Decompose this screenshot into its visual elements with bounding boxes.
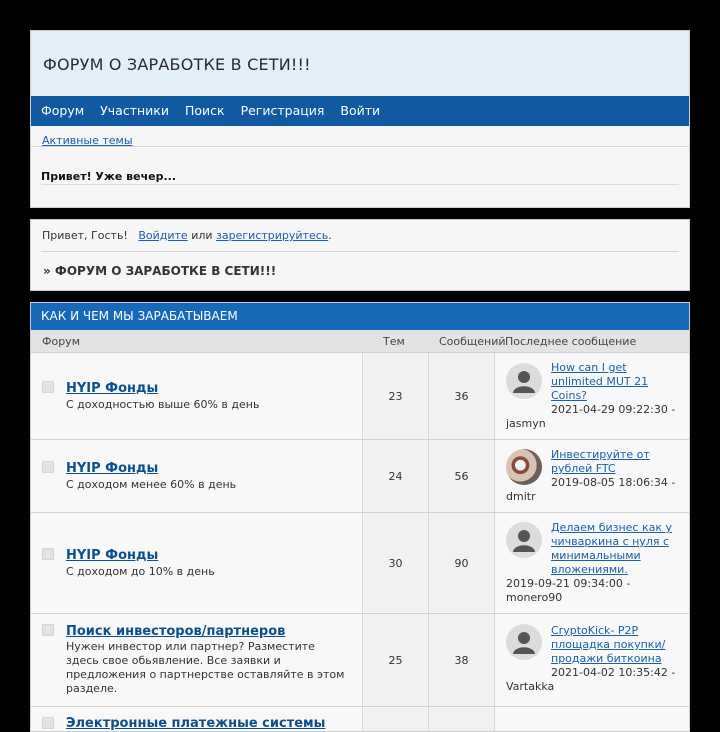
category-title[interactable]: КАК И ЧЕМ МЫ ЗАРАБАТЫВАЕМ (31, 303, 689, 330)
nav-forum[interactable]: Форум (41, 103, 85, 118)
last-post-link[interactable]: CryptoKick- P2P площадка покупки/продажи биткоина (551, 624, 666, 665)
forum-status-icon (42, 548, 54, 560)
topic-count: 25 (388, 654, 403, 667)
last-post-meta (506, 476, 686, 504)
forum-table (30, 302, 690, 732)
topics-cell (362, 513, 428, 613)
table-row (31, 353, 689, 440)
last-post-user[interactable]: Vartakka (506, 680, 555, 693)
posts-cell (428, 440, 494, 512)
register-link[interactable]: зарегистрируйтесь (216, 229, 329, 242)
posts-cell (428, 513, 494, 613)
table-row (31, 513, 689, 614)
default-avatar-icon (506, 363, 542, 399)
post-count: 90 (454, 557, 469, 570)
forum-cell (31, 614, 362, 706)
table-row (31, 440, 689, 513)
nav-register[interactable]: Регистрация (240, 103, 325, 118)
divider (41, 184, 679, 185)
breadcrumb[interactable]: » ФОРУМ О ЗАРАБОТКЕ В СЕТИ!!! (43, 264, 277, 278)
posts-cell (428, 353, 494, 439)
col-forum: Форум (42, 335, 80, 348)
last-post-date: 2021-04-29 09:22:30 - (551, 403, 676, 416)
header-block (30, 30, 690, 208)
last-post-link[interactable]: How can I get unlimited MUT 21 Coins? (551, 361, 649, 402)
active-topics-link[interactable]: Активные темы (42, 134, 133, 147)
last-post-cell (494, 440, 689, 512)
divider (41, 251, 679, 252)
post-count: 56 (454, 470, 469, 483)
forum-link[interactable]: HYIP Фонды (66, 548, 159, 563)
last-post-link[interactable]: Инвестируйте от рублей FTC (551, 448, 650, 475)
forum-cell (31, 440, 362, 512)
subnav (31, 126, 689, 147)
topics-cell (362, 614, 428, 706)
welcome-block (30, 219, 690, 291)
default-avatar-icon (506, 624, 542, 660)
nav-search[interactable]: Поиск (184, 103, 225, 118)
topics-cell (362, 353, 428, 439)
main-nav (31, 96, 689, 126)
forum-status-icon (42, 717, 54, 729)
topics-cell (362, 440, 428, 512)
post-count: 38 (454, 654, 469, 667)
last-post-link[interactable]: Делаем бизнес как у чичваркина с нуля с минимальными вложениями. (551, 521, 673, 576)
col-posts: Сообщений (439, 335, 506, 348)
last-post-cell (494, 614, 689, 706)
forum-link[interactable]: Поиск инвесторов/партнеров (66, 624, 286, 639)
last-post-user[interactable]: jasmyn (506, 417, 546, 430)
post-count: 36 (454, 390, 469, 403)
login-link[interactable]: Войдите (138, 229, 188, 242)
last-post-meta (506, 403, 686, 431)
column-headers (31, 330, 689, 353)
forum-description: С доходом менее 60% в день (66, 478, 237, 491)
site-header (31, 31, 689, 96)
welcome-prefix: Привет, Гость! (42, 229, 128, 242)
welcome-line (42, 229, 332, 242)
last-post-cell (494, 513, 689, 613)
forum-description: С доходом до 10% в день (66, 565, 215, 578)
forum-description: С доходностью выше 60% в день (66, 398, 260, 411)
forum-link[interactable]: Электронные платежные системы (66, 716, 326, 731)
topic-count: 30 (388, 557, 403, 570)
default-avatar-icon (506, 522, 542, 558)
col-last: Последнее сообщение (505, 335, 637, 348)
forum-link[interactable]: HYIP Фонды (66, 381, 159, 396)
topic-count: 24 (388, 470, 403, 483)
announcement: Привет! Уже вечер... (41, 170, 176, 183)
last-post-user[interactable]: dmitr (506, 490, 536, 503)
col-topics: Тем (383, 335, 405, 348)
forum-status-icon (42, 381, 54, 393)
last-post-meta (506, 577, 646, 605)
nav-members[interactable]: Участники (100, 103, 169, 118)
forum-status-icon (42, 624, 54, 636)
forum-status-icon (42, 461, 54, 473)
last-post-date: 2019-09-21 09:34:00 - (506, 577, 631, 590)
site-title[interactable]: ФОРУМ О ЗАРАБОТКЕ В СЕТИ!!! (43, 55, 311, 74)
forum-description: Нужен инвестор или партнер? Разместите здесь свое обьявление. Все заявки и предложения о партнерстве оставляйте в этом разделе. (66, 640, 345, 695)
last-post-date: 2019-08-05 18:06:34 - (551, 476, 676, 489)
forum-link[interactable]: HYIP Фонды (66, 461, 159, 476)
forum-cell (31, 353, 362, 439)
last-post-cell (494, 353, 689, 439)
last-post-date: 2021-04-02 10:35:42 - (551, 666, 676, 679)
forum-cell (31, 513, 362, 613)
topic-count: 23 (388, 390, 403, 403)
nav-login[interactable]: Войти (340, 103, 381, 118)
table-row (31, 614, 689, 707)
welcome-suffix: . (328, 229, 332, 242)
last-post-user[interactable]: monero90 (506, 591, 563, 604)
last-post-meta (506, 666, 686, 694)
welcome-or: или (191, 229, 213, 242)
posts-cell (428, 614, 494, 706)
